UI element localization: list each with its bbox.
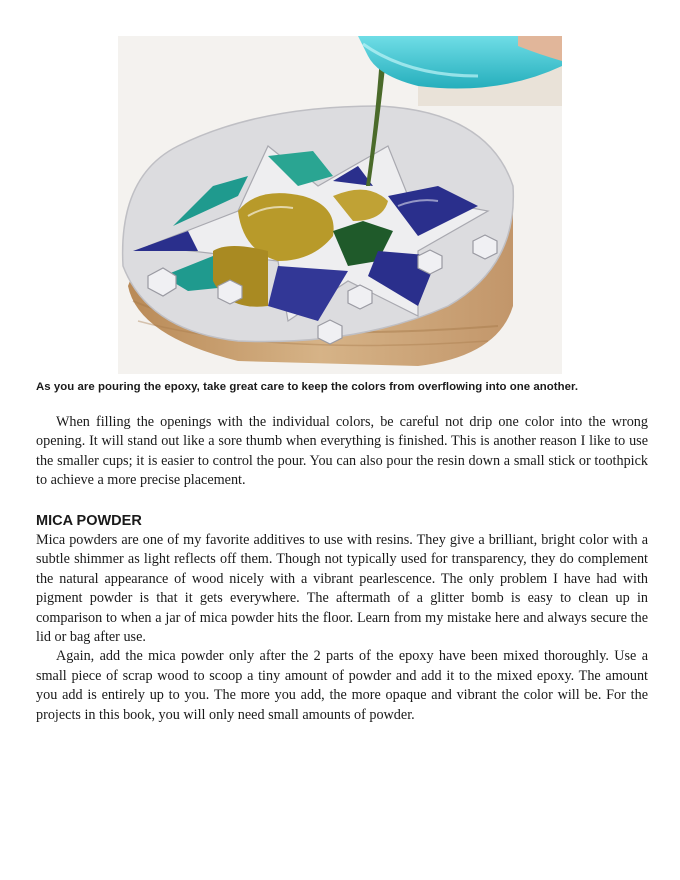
mica-intro-paragraph: Mica powders are one of my favorite additives to use with resins. They give a brilliant, bright color with a subtle shimmer as light reflects off them. Though not typically used for transparency, they do complement the natural appearance of wood nicely with a vibrant pearlescence. The only problem I have had with pigment powder is that it gets everywhere. The aftermath of a glitter bomb is easy to clean up in comparison to when a jar of mica powder hits the floor. Learn from my mistake here and always secure the lid or bag after use. (36, 532, 648, 646)
resin-pour-photo (118, 36, 562, 374)
photo-caption: As you are pouring the epoxy, take great care to keep the colors from overflowing into one another. (36, 381, 579, 393)
pouring-paragraph (36, 413, 648, 491)
mica-powder-body (36, 531, 648, 725)
mica-powder-heading: MICA POWDER (36, 513, 142, 529)
mica-usage-paragraph: Again, add the mica powder only after the 2 parts of the epoxy have been mixed thoroughly. Use a small piece of scrap wood to scoop a tiny amount of powder and add it to the mixed epoxy. The amount you add is entirely up to you. The more you add, the more opaque and vibrant the color will be. For the projects in this book, you will only need small amounts of powder. (36, 648, 648, 723)
pouring-paragraph-text: When filling the openings with the individual colors, be careful not drip one color into the wrong opening. It will stand out like a sore thumb when everything is finished. This is another reason I like to use the smaller cups; it is easier to control the pour. You can also pour the resin down a small stick or toothpick to achieve a more precise placement. (36, 414, 648, 489)
resin-pour-illustration (118, 36, 562, 374)
